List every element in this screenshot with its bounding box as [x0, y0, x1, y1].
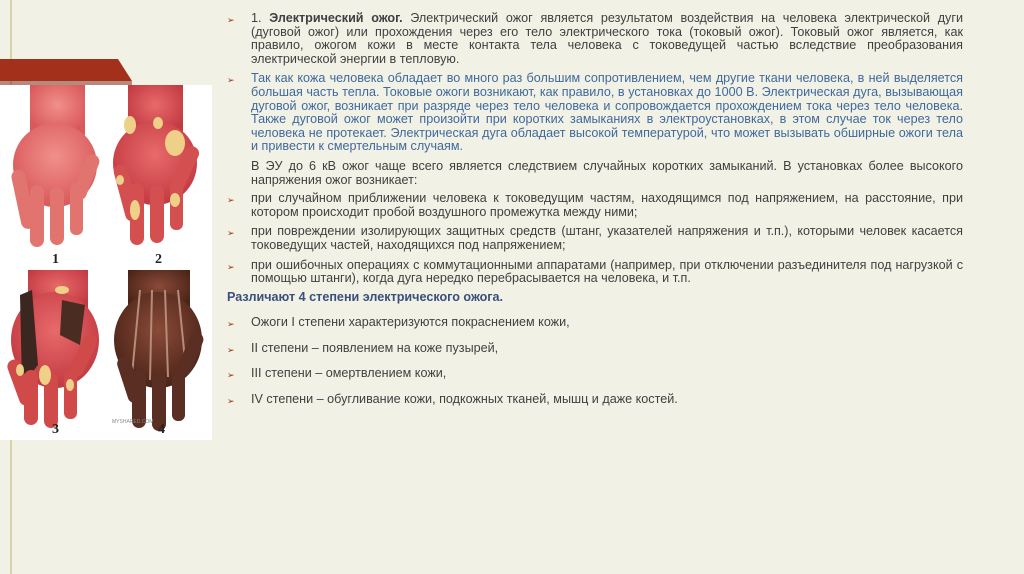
figure-label-1: 1 — [52, 252, 59, 267]
figure-label-2: 2 — [155, 252, 162, 267]
figure-watermark: MYSHARED.COM — [112, 419, 154, 425]
list-item-degree-2: ➢ II степени – появлением на коже пузырей, — [227, 342, 963, 356]
bullet-icon: ➢ — [227, 396, 235, 407]
hand-degree-3 — [5, 270, 99, 428]
hand-degree-4 — [114, 270, 205, 431]
list-item-degree-4: ➢ IV степени – обугливание кожи, подкожных тканей, мышц и даже костей. — [227, 393, 963, 407]
figure-label-4: 4 — [158, 422, 165, 437]
bullet-icon: ➢ — [227, 195, 235, 206]
hand-degree-2 — [112, 85, 201, 245]
title-tab-decoration — [0, 59, 132, 81]
bullet-icon: ➢ — [227, 15, 235, 25]
list-item-insulation: ➢ при повреждении изолирующих защитных средств (штанг, указателей напряжения и т.п.), которыми человек касается токоведущих частей, находящихся под напряжением; — [227, 224, 963, 252]
figure-label-3: 3 — [52, 422, 59, 437]
heading-four-degrees: Различают 4 степени электрического ожога. — [227, 289, 504, 304]
list-item-switching: ➢ при ошибочных операциях с коммутационными аппаратами (например, при отключении разъединителя под нагрузкой с помощью штанги), когда дуга нередко перебрасывается на человека, и т.п. — [227, 257, 963, 286]
bullet-icon: ➢ — [227, 228, 235, 239]
bullet-icon: ➢ — [227, 370, 235, 381]
bullet-icon: ➢ — [227, 75, 235, 86]
paragraph-skin-resistance: ➢ Так как кожа человека обладает во много раз большим сопротивлением, чем другие ткани человека, в ней выделяется большая часть тепла. Токовые ожоги возникают, как правило, в установках до 1000 В. Электрическая дуга, вызывающая дуговой ожог, возникает при разряде через тело человека и сопровождается прохождением тока через тело человека. Также дуговой ожог может произойти при коротких замыканиях в электроустановках, в этом случае ток через тело человека не протекает. Электрическая дуга обладает высокой температурой, что может вызывать обширные ожоги тела и привести к смертельным случаям. — [227, 71, 963, 154]
bullet-icon: ➢ — [227, 344, 235, 355]
list-item-degree-1: ➢ Ожоги I степени характеризуются покраснением кожи, — [227, 316, 963, 330]
bullet-icon: ➢ — [227, 261, 235, 272]
paragraph-electric-burn: ➢ 1. Электрический ожог. Электрический ожог является результатом воздействия на человека электрической дуги (дуговой ожог) или прохождения через его тело электрического тока (токовый ожог). Токовый ожог является, как правило, ожогом кожи в месте контакта тела человека с токоведущей частью вследствие преобразования электрической энергии в тепловую. — [227, 11, 963, 66]
term-electric-burn: Электрический ожог. — [269, 11, 403, 25]
bullet-icon: ➢ — [227, 319, 235, 330]
list-item-approach: ➢ при случайном приближении человека к токоведущим частям, находящимся под напряжением, на расстояние, при котором происходит пробой воздушного промежутка между ними; — [227, 191, 963, 219]
burn-degrees-illustration — [0, 85, 212, 440]
hand-degree-1 — [10, 85, 101, 247]
slide-content — [227, 12, 963, 419]
paragraph-6kv-intro: В ЭУ до 6 кВ ожог чаще всего является следствием случайных коротких замыканий. В установках более высокого напряжения ожог возникает: — [251, 158, 963, 187]
list-item-degree-3: ➢ III степени – омертвлением кожи, — [227, 367, 963, 381]
